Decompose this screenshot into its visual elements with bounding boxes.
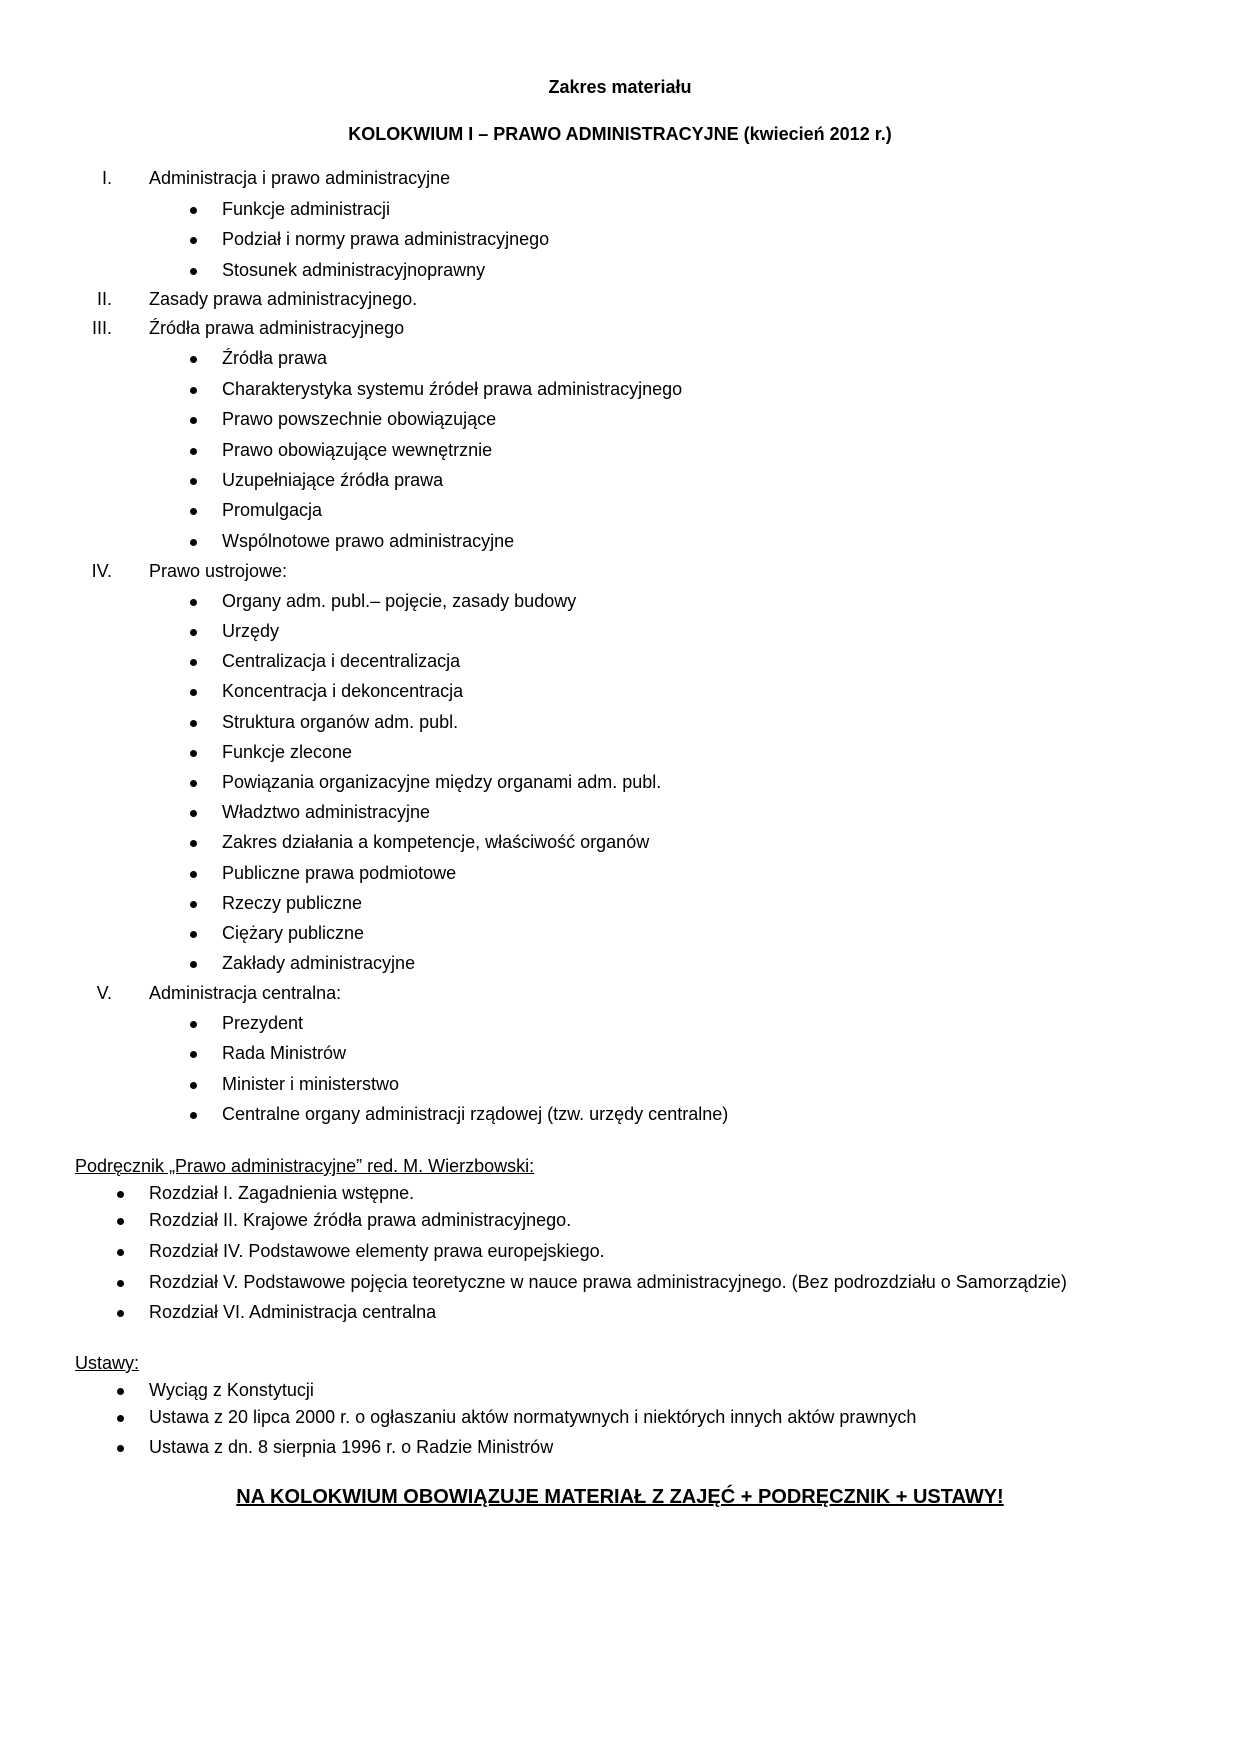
- list-item: Rada Ministrów: [222, 1043, 346, 1064]
- list-item: Rozdział II. Krajowe źródła prawa administracyjnego.: [149, 1210, 571, 1231]
- list-item: Organy adm. publ.– pojęcie, zasady budowy: [222, 591, 576, 612]
- bullet-icon: [190, 207, 197, 214]
- list-item: Urzędy: [222, 621, 279, 642]
- list-item: Rozdział VI. Administracja centralna: [149, 1302, 436, 1323]
- list-item: Wyciąg z Konstytucji: [149, 1380, 314, 1401]
- section-title: Administracja centralna:: [149, 983, 342, 1003]
- bullet-icon: [190, 840, 197, 847]
- list-item: Zakłady administracyjne: [222, 953, 415, 974]
- bullet-icon: [190, 810, 197, 817]
- bullet-icon: [190, 508, 197, 515]
- list-item: Funkcje administracji: [222, 199, 390, 220]
- section-number: II.: [96, 289, 112, 309]
- section-number: I.: [101, 168, 112, 188]
- bullet-icon: [190, 1082, 197, 1089]
- list-item: Struktura organów adm. publ.: [222, 712, 458, 733]
- textbook-heading: Podręcznik „Prawo administracyjne” red. M. Wierzbowski:: [75, 1156, 535, 1176]
- bullet-icon: [190, 689, 197, 696]
- list-item: Rozdział IV. Podstawowe elementy prawa europejskiego.: [149, 1241, 605, 1262]
- footer-notice: NA KOLOKWIUM OBOWIĄZUJE MATERIAŁ Z ZAJĘĆ + PODRĘCZNIK + USTAWY!: [236, 1486, 1004, 1508]
- list-item: Prawo powszechnie obowiązujące: [222, 409, 496, 430]
- bullet-icon: [190, 356, 197, 363]
- list-item: Centralizacja i decentralizacja: [222, 651, 460, 672]
- bullet-icon: [117, 1415, 124, 1422]
- list-item: Źródła prawa: [222, 348, 327, 369]
- list-item: Ustawa z 20 lipca 2000 r. o ogłaszaniu aktów normatywnych i niektórych innych aktów prawnych: [149, 1407, 916, 1428]
- list-item: Prezydent: [222, 1013, 303, 1034]
- list-item: Uzupełniające źródła prawa: [222, 470, 443, 491]
- list-item: Powiązania organizacyjne między organami adm. publ.: [222, 772, 661, 793]
- bullet-icon: [190, 417, 197, 424]
- list-item: Rzeczy publiczne: [222, 893, 362, 914]
- bullet-icon: [190, 780, 197, 787]
- bullet-icon: [190, 599, 197, 606]
- bullet-icon: [190, 750, 197, 757]
- list-item: Koncentracja i dekoncentracja: [222, 681, 463, 702]
- section-number: IV.: [91, 561, 112, 581]
- document-title: Zakres materiału: [548, 77, 692, 97]
- bullet-icon: [117, 1218, 124, 1225]
- bullet-icon: [117, 1310, 124, 1317]
- bullet-icon: [190, 237, 197, 244]
- list-item: Rozdział I. Zagadnienia wstępne.: [149, 1183, 414, 1204]
- bullet-icon: [117, 1445, 124, 1452]
- list-item: Podział i normy prawa administracyjnego: [222, 229, 549, 250]
- bullet-icon: [190, 387, 197, 394]
- bullet-icon: [190, 539, 197, 546]
- list-item: Zakres działania a kompetencje, właściwość organów: [222, 832, 649, 853]
- list-item: Minister i ministerstwo: [222, 1074, 399, 1095]
- laws-heading: Ustawy:: [75, 1353, 140, 1373]
- list-item: Wspólnotowe prawo administracyjne: [222, 531, 514, 552]
- bullet-icon: [190, 901, 197, 908]
- bullet-icon: [117, 1388, 124, 1395]
- bullet-icon: [190, 1021, 197, 1028]
- list-item: Centralne organy administracji rządowej (tzw. urzędy centralne): [222, 1104, 728, 1125]
- list-item: Ustawa z dn. 8 sierpnia 1996 r. o Radzie Ministrów: [149, 1437, 553, 1458]
- section-title: Prawo ustrojowe:: [149, 561, 288, 581]
- bullet-icon: [117, 1249, 124, 1256]
- section-number: V.: [96, 983, 112, 1003]
- list-item: Charakterystyka systemu źródeł prawa administracyjnego: [222, 379, 682, 400]
- list-item: Stosunek administracyjnoprawny: [222, 260, 485, 281]
- list-item: Prawo obowiązujące wewnętrznie: [222, 440, 492, 461]
- bullet-icon: [190, 629, 197, 636]
- document-subtitle: KOLOKWIUM I – PRAWO ADMINISTRACYJNE (kwiecień 2012 r.): [348, 124, 892, 144]
- list-item: Władztwo administracyjne: [222, 802, 430, 823]
- bullet-icon: [190, 961, 197, 968]
- bullet-icon: [117, 1191, 124, 1198]
- section-title: Administracja i prawo administracyjne: [149, 168, 451, 188]
- list-item: Ciężary publiczne: [222, 923, 364, 944]
- list-item: Promulgacja: [222, 500, 322, 521]
- bullet-icon: [190, 1051, 197, 1058]
- list-item: Publiczne prawa podmiotowe: [222, 863, 456, 884]
- section-number: III.: [91, 318, 112, 338]
- bullet-icon: [190, 1112, 197, 1119]
- bullet-icon: [190, 871, 197, 878]
- bullet-icon: [190, 448, 197, 455]
- list-item: Rozdział V. Podstawowe pojęcia teoretyczne w nauce prawa administracyjnego. (Bez podrozdziału o Samorządzie): [149, 1272, 1067, 1293]
- section-title: Zasady prawa administracyjnego.: [149, 289, 418, 309]
- bullet-icon: [190, 268, 197, 275]
- list-item: Funkcje zlecone: [222, 742, 352, 763]
- bullet-icon: [190, 478, 197, 485]
- bullet-icon: [190, 659, 197, 666]
- bullet-icon: [190, 720, 197, 727]
- section-title: Źródła prawa administracyjnego: [149, 318, 405, 338]
- bullet-icon: [117, 1280, 124, 1287]
- bullet-icon: [190, 931, 197, 938]
